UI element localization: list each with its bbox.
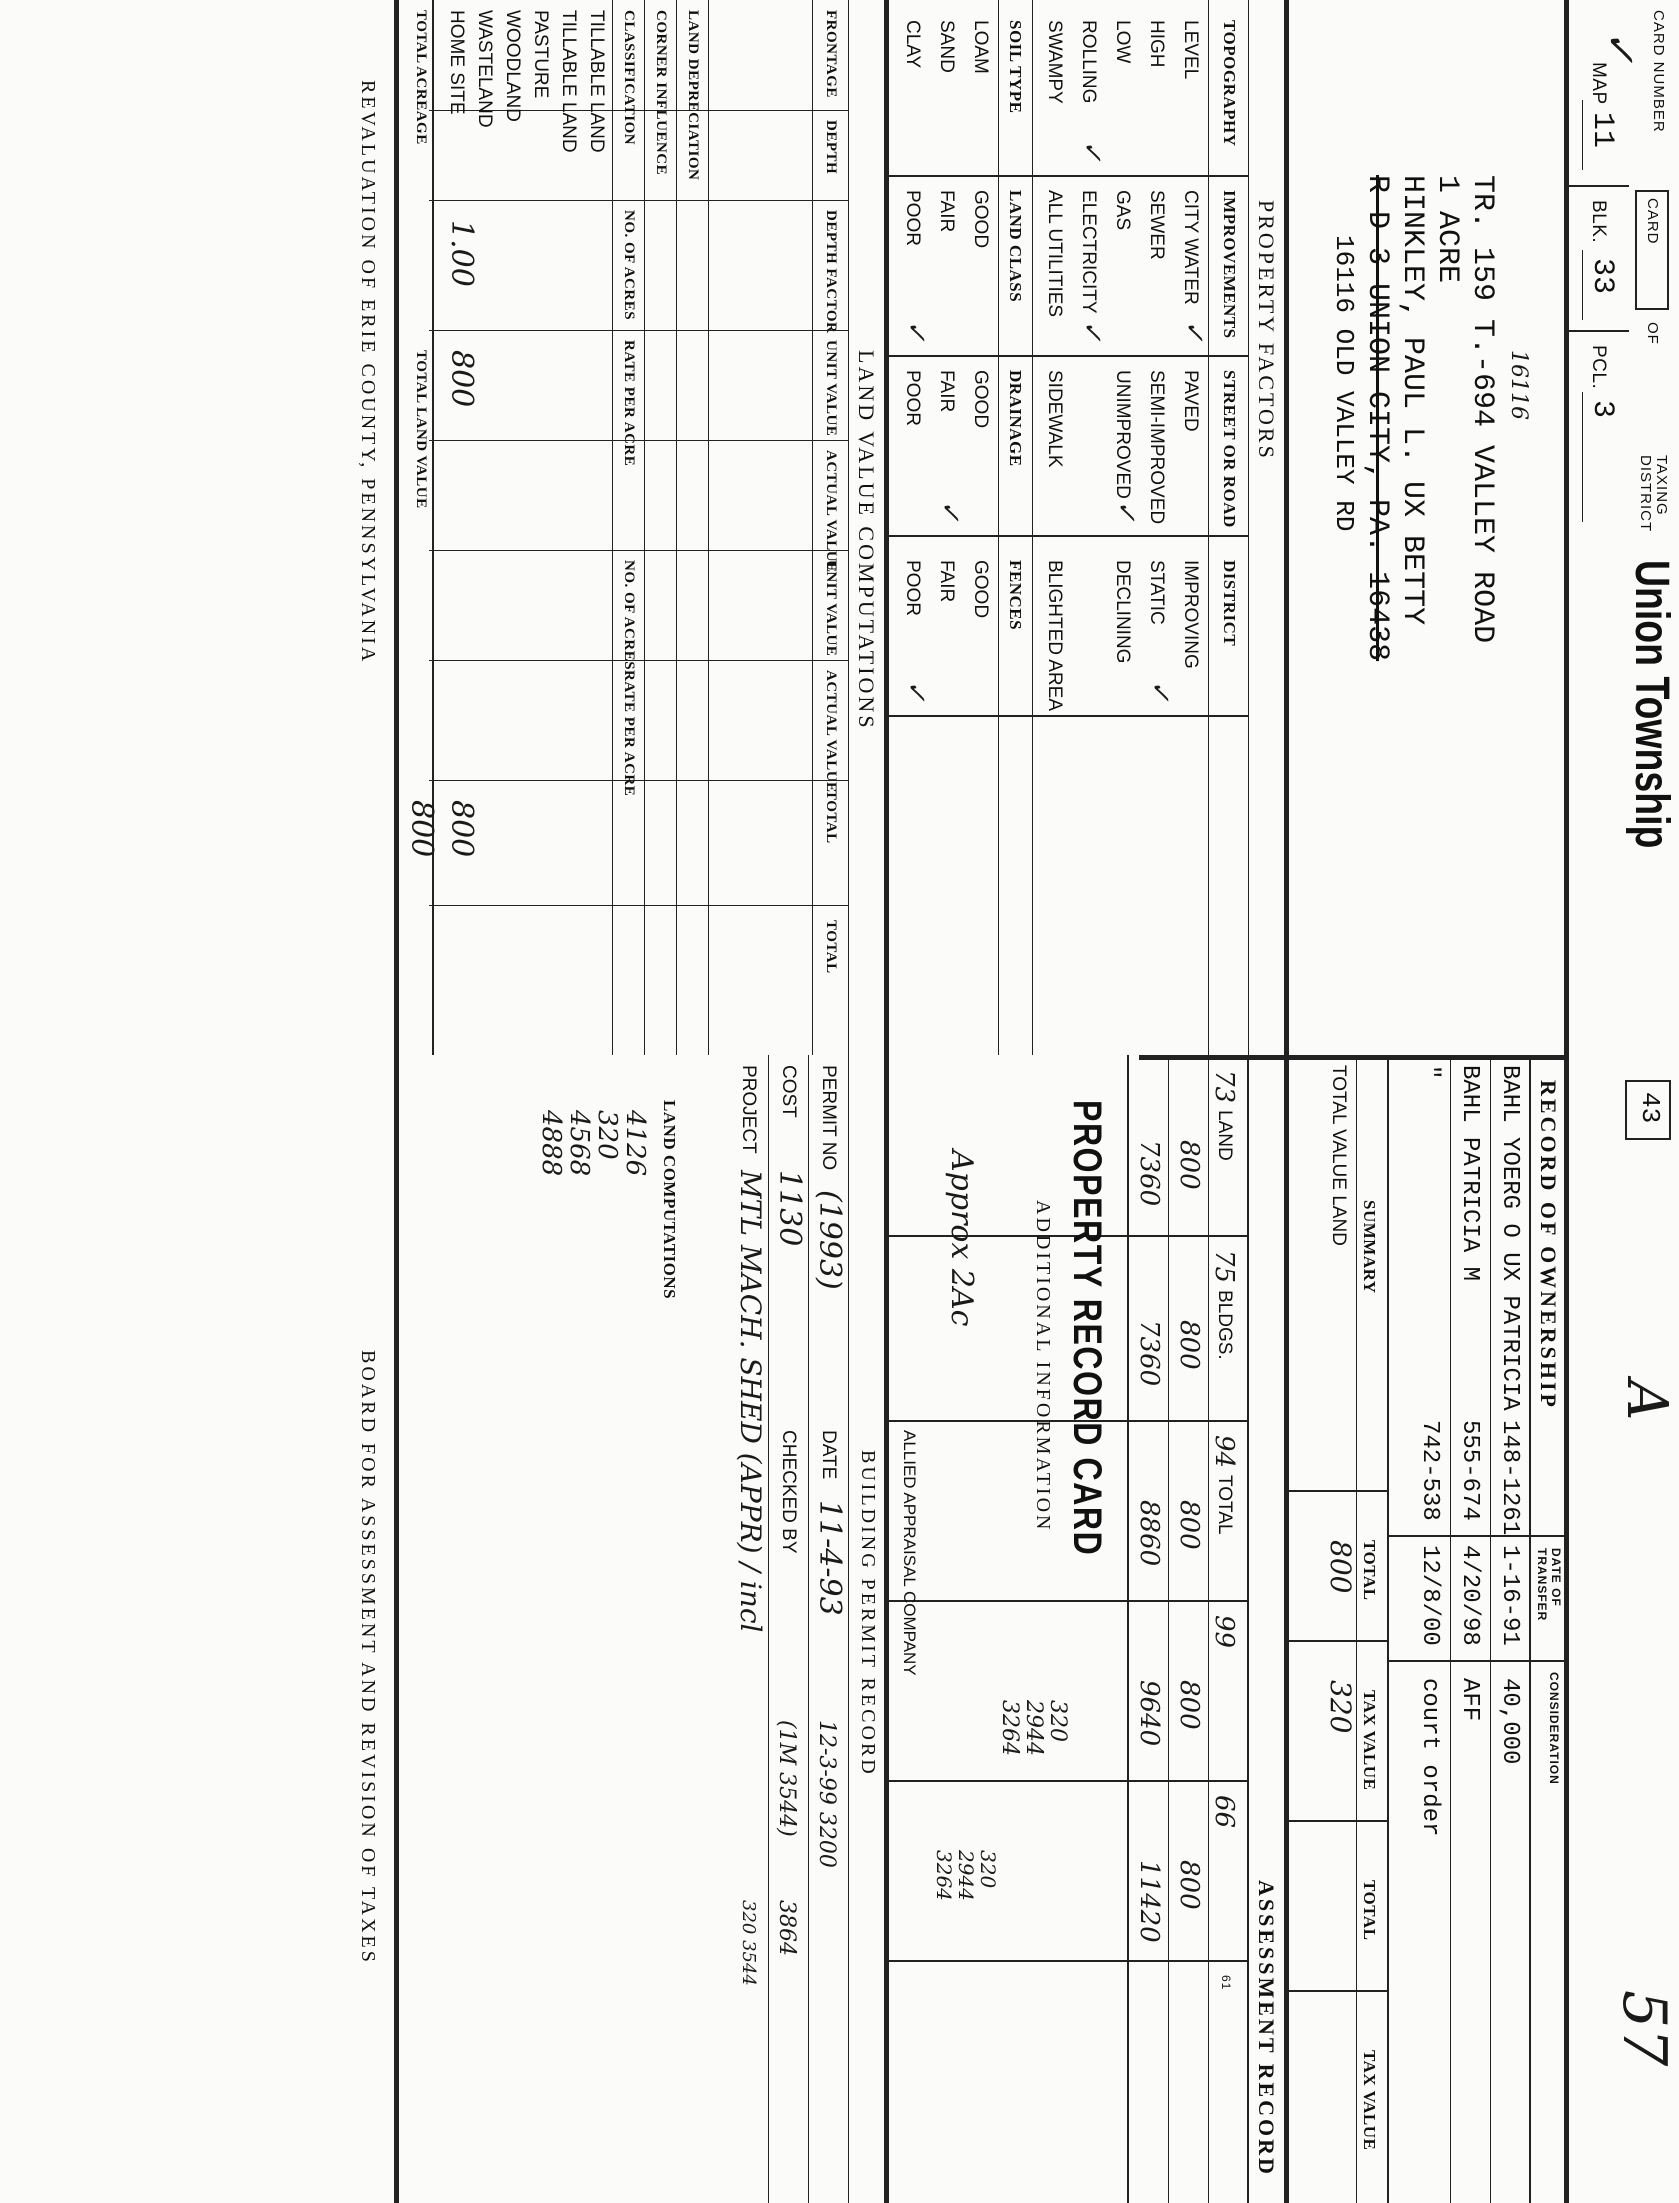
lv-col-unit-value: UNIT VALUE [823, 340, 839, 437]
factors-lower-rule [998, 0, 999, 1055]
street-item-1: PAVED [1180, 370, 1201, 432]
factors-header-rule [1248, 0, 1249, 1055]
ownership-name-3: " [1416, 1065, 1443, 1080]
street-item-3: UNIMPROVED [1112, 370, 1133, 499]
permit-checked-label: CHECKED BY [778, 1430, 799, 1554]
soil-item-1: LOAM [970, 20, 991, 74]
asmt-land-2: 800 [1174, 1320, 1204, 1370]
summary-col-total [1289, 1490, 1389, 1492]
total-land-value: 800 [404, 800, 439, 858]
lv-col-unit-value-2: UNIT VALUE [823, 560, 839, 657]
card-ref: 43 [1635, 1092, 1665, 1124]
lv-grid-v4 [429, 440, 849, 441]
top-mark: A [1614, 1380, 1679, 1421]
asmt-grid-v5 [889, 1960, 1249, 1962]
land-computations-title: LAND COMPUTATIONS [660, 1100, 679, 1300]
ownership-row-rule-1 [1490, 1055, 1491, 2203]
topo-item-5: SWAMPY [1044, 20, 1065, 104]
permit-cost-value: 1130 [772, 1170, 807, 1247]
asmt-label-total-3: TOTAL [1214, 1475, 1235, 1535]
assessment-total-header: TOTAL [1360, 1880, 1379, 1941]
map-label: MAP [1588, 62, 1609, 105]
home-site-rate: 800 [444, 350, 479, 408]
land-class-item-3: POOR [902, 190, 923, 246]
ownership-consideration-header: CONSIDERATION [1547, 1672, 1561, 1785]
ownership-date-header: DATE OF TRANSFER [1535, 1548, 1563, 1622]
asmt-bldgs-3: 8860 [1134, 1500, 1164, 1567]
land-class-item-2: FAIR [936, 190, 957, 233]
drainage-check-fair: ✓ [935, 500, 965, 522]
soil-item-3: CLAY [902, 20, 923, 69]
home-site-acres: 1.00 [444, 220, 479, 287]
factors-col-4 [889, 715, 1249, 717]
asmt-grid-v3 [889, 1600, 1249, 1602]
lv-depreciation-rule [708, 0, 709, 1055]
ownership-name-2: BAHL PATRICIA M [1456, 1065, 1483, 1282]
topo-check-rolling: ✓ [1077, 140, 1107, 162]
permit-side-note-3: 3864 [774, 1900, 799, 1956]
soil-item-2: SAND [936, 20, 957, 73]
description-divider [1139, 1055, 1569, 1060]
factors-col-3 [889, 535, 1249, 537]
map-divider [1569, 185, 1629, 187]
class-woodland: WOODLAND [502, 10, 523, 122]
permit-side-note-1: 12-3-99 3200 [814, 1720, 839, 1868]
fences-check-poor: ✓ [901, 680, 931, 702]
land-value-header-rule [848, 0, 849, 1055]
impr-check-water: ✓ [1179, 320, 1209, 342]
lv-total-acreage-rule [432, 0, 434, 1055]
ownership-col-consideration [1389, 1660, 1569, 1662]
land-class-item-1: GOOD [970, 190, 991, 249]
ownership-date-3: 12/8/00 [1416, 1545, 1443, 1646]
assessment-header-rule [1247, 1055, 1249, 2203]
topography-header: TOPOGRAPHY [1220, 20, 1239, 147]
asmt-grid-h2 [1168, 1055, 1169, 2203]
asmt-land-5: 800 [1174, 1860, 1204, 1910]
allied-appraisal: ALLIED APPRAISAL COMPANY [900, 1430, 919, 1676]
ownership-book-2: 555-674 [1456, 1420, 1483, 1521]
impr-check-electricity: ✓ [1077, 320, 1107, 342]
land-depreciation-label: LAND DEPRECIATION [685, 10, 701, 181]
lv-grid-v2 [429, 200, 849, 201]
footer-divider [394, 0, 399, 2203]
summary-label-land: TOTAL VALUE LAND [1328, 1065, 1349, 1246]
factors-col-2 [889, 355, 1249, 357]
lv-col-actual-value-2: ACTUAL VALUE [823, 670, 839, 793]
footer-right: BOARD FOR ASSESSMENT AND REVISION OF TAXES [357, 1350, 379, 1965]
impr-item-2: SEWER [1146, 190, 1167, 260]
street-check-unimproved: ✓ [1111, 500, 1141, 522]
topo-item-1: LEVEL [1180, 20, 1201, 80]
asmt-land-1: 800 [1174, 1140, 1204, 1190]
fences-item-3: POOR [902, 560, 923, 616]
desc-line-3: HINKLEY, PAUL L. UX BETTY [1395, 175, 1429, 626]
lv-corner-rule [676, 0, 677, 1055]
desc-annotation: 16116 [1506, 350, 1531, 420]
district-item-2: STATIC [1146, 560, 1167, 625]
asmt-year-4: 99 [1209, 1615, 1239, 1649]
lv-col-total: TOTAL [823, 790, 839, 844]
lv-grid-v6 [429, 660, 849, 661]
permit-no-label: PERMIT NO [818, 1065, 839, 1171]
land-value-col-rule [812, 0, 813, 1055]
card-number-mark: ✓ [1597, 30, 1643, 64]
improvements-header: IMPROVEMENTS [1220, 190, 1239, 339]
lv-col-depth-factor: DEPTH FACTOR [823, 210, 839, 334]
assessment-tax-header: TAX VALUE [1360, 2050, 1379, 2151]
map-value: 11 [1585, 112, 1619, 149]
drainage-item-2: FAIR [936, 370, 957, 413]
property-record-title: PROPERTY RECORD CARD [1065, 1100, 1109, 1557]
fences-item-2: FAIR [936, 560, 957, 603]
ownership-name-1: BAHL YOERG O UX PATRICIA [1496, 1065, 1523, 1411]
asmt-label-land-1: LAND [1214, 1110, 1235, 1161]
summary-header-rule [1356, 1055, 1357, 2203]
topo-item-3: LOW [1112, 20, 1133, 64]
class-tillable-2: TILLABLE LAND [558, 10, 579, 153]
summary-tax-header: TAX VALUE [1360, 1690, 1379, 1791]
street-header: STREET OR ROAD [1220, 370, 1239, 528]
middle-divider [884, 0, 889, 2203]
assessment-title: ASSESSMENT RECORD [1254, 1880, 1279, 2177]
district-check-static: ✓ [1145, 680, 1175, 702]
ownership-consideration-3: court order [1416, 1678, 1443, 1837]
permit-cost-label: COST [778, 1065, 799, 1118]
desc-line-4: R-D-3 UNION CITY, PA. 16438 [1360, 175, 1394, 662]
land-class-check-poor: ✓ [901, 320, 931, 342]
map-underline [1582, 100, 1583, 170]
ownership-book-3: 742-538 [1416, 1420, 1443, 1521]
desc-line-2: 1 ACRE [1430, 175, 1464, 284]
street-item-5: SIDEWALK [1044, 370, 1065, 468]
lv-class-col-rate-2: RATE PER ACRE [621, 670, 637, 797]
asmt-bldgs-4: 9640 [1134, 1680, 1164, 1747]
township-title: Union Township [1625, 560, 1678, 849]
asmt-label-bldgs-2: BLDGS. [1214, 1290, 1235, 1360]
card-number-label: CARD NUMBER [1650, 10, 1667, 133]
blk-underline [1582, 250, 1583, 320]
topo-item-2: HIGH [1146, 20, 1167, 68]
additional-info-title: ADDITIONAL INFORMATION [1032, 1200, 1054, 1533]
asmt-year-3: 94 [1209, 1435, 1239, 1469]
desc-line-1: TR. 159 T.-694 VALLEY ROAD [1465, 175, 1499, 644]
lv-grid-v7 [429, 780, 849, 781]
impr-item-3: GAS [1112, 190, 1133, 231]
district-item-5: BLIGHTED AREA [1044, 560, 1065, 711]
lv-class-header-rule [644, 0, 645, 1055]
ownership-col-date [1389, 1535, 1569, 1537]
land-value-title: LAND VALUE COMPUTATIONS [854, 350, 879, 731]
permit-project-label: PROJECT [738, 1065, 759, 1154]
asmt-year-2: 75 [1209, 1250, 1239, 1284]
ownership-date-1: 1-16-91 [1496, 1545, 1523, 1646]
asmt-land-3: 800 [1174, 1500, 1204, 1550]
asmt-grid-v4 [889, 1780, 1249, 1782]
class-pasture: PASTURE [530, 10, 551, 99]
district-header: DISTRICT [1220, 560, 1239, 647]
pcl-label: PCL. [1588, 345, 1609, 390]
lv-class-col-acres: NO. OF ACRES [621, 210, 637, 321]
pcl-underline [1582, 392, 1583, 522]
ownership-row-rule-2 [1450, 1055, 1451, 2203]
footer-left: REVALUATION OF ERIE COUNTY, PENNSYLVANIA [357, 80, 379, 665]
additional-info-note: Approx 2Ac [944, 1150, 979, 1327]
lv-col-frontage: FRONTAGE [823, 10, 839, 98]
lv-col-depth: DEPTH [823, 120, 839, 175]
asmt-grid-h3 [1127, 1055, 1129, 2203]
impr-item-1: CITY WATER [1180, 190, 1201, 305]
building-permit-title: BUILDING PERMIT RECORD [857, 1450, 879, 1777]
permit-project-value: MTL MACH. SHED (APPR) / incl [734, 1170, 767, 1633]
factors-mid-rule [1032, 0, 1033, 1055]
asmt-bldgs-1: 7360 [1134, 1140, 1164, 1207]
permit-header-rule [848, 1055, 849, 2203]
permit-side-note-2: (1M 3544) [774, 1720, 799, 1837]
drainage-item-3: POOR [902, 370, 923, 426]
impr-item-5: ALL UTILITIES [1044, 190, 1065, 318]
impr-item-4: ELECTRICITY [1078, 190, 1099, 314]
desc-line-5: 16116 OLD VALLEY RD [1329, 235, 1359, 532]
permit-row-rule-2 [768, 1055, 769, 2203]
permit-no-value: (1993) [812, 1190, 847, 1290]
summary-col-asmt-total [1289, 1820, 1389, 1822]
taxing-district-label: TAXING DISTRICT [1637, 455, 1670, 533]
total-acreage-label: TOTAL ACREAGE [413, 10, 429, 145]
summary-col-asmt-tax [1289, 1990, 1389, 1992]
ownership-book-1: 148-1261 [1496, 1420, 1523, 1536]
ownership-header-rule [1529, 1055, 1531, 2203]
ownership-consideration-2: AFF [1456, 1678, 1483, 1722]
total-land-value-label: TOTAL LAND VALUE [413, 350, 429, 509]
fences-header: FENCES [1006, 560, 1025, 631]
asmt-bldgs-2: 7360 [1134, 1320, 1164, 1387]
factors-subheader-rule [1208, 0, 1209, 1055]
class-tillable-1: TILLABLE LAND [586, 10, 607, 153]
drainage-item-1: GOOD [970, 370, 991, 429]
blk-value: 33 [1585, 258, 1619, 295]
factors-col-1 [889, 175, 1249, 177]
summary-col-tax [1289, 1640, 1389, 1642]
asmt-bldgs-5: 11420 [1134, 1860, 1164, 1943]
class-home-site: HOME SITE [446, 10, 467, 115]
of-label: OF [1644, 322, 1661, 345]
asmt-year-prefix: 61 [1219, 1975, 1233, 1991]
asmt-land-4: 800 [1174, 1680, 1204, 1730]
summary-title: SUMMARY [1360, 1200, 1379, 1294]
ownership-date-2: 4/20/98 [1456, 1545, 1483, 1646]
asmt-year-1: 73 [1209, 1070, 1239, 1104]
lv-class-col-rate: RATE PER ACRE [621, 340, 637, 467]
district-item-1: IMPROVING [1180, 560, 1201, 669]
street-item-2: SEMI-IMPROVED [1146, 370, 1167, 525]
lv-col-actual-value: ACTUAL VALUE [823, 450, 839, 573]
permit-date-label: DATE [818, 1430, 839, 1480]
ownership-bottom-rule [1387, 1055, 1389, 2203]
land-class-header: LAND CLASS [1006, 190, 1025, 303]
summary-total-header: TOTAL [1360, 1540, 1379, 1601]
blk-divider [1569, 330, 1629, 332]
district-item-3: DECLINING [1112, 560, 1133, 664]
lv-grid-v8 [429, 905, 849, 906]
lv-grid-v5 [429, 550, 849, 551]
asmt-year-5: 66 [1209, 1795, 1239, 1829]
lv-grid-v3 [429, 330, 849, 331]
tax-calc-2: 320 2944 3264 [932, 1850, 1000, 1901]
blk-label: BLK. [1588, 200, 1609, 244]
class-wasteland: WASTELAND [474, 10, 495, 128]
drainage-header: DRAINAGE [1006, 370, 1025, 467]
card-label: CARD [1644, 198, 1661, 245]
permit-date-value: 11-4-93 [812, 1500, 847, 1616]
lv-class-col-classification: CLASSIFICATION [621, 10, 637, 146]
tax-calc-1: 320 2944 3264 [997, 1700, 1070, 1756]
lv-class-rule [612, 0, 613, 1055]
property-factors-title: PROPERTY FACTORS [1254, 200, 1279, 461]
ownership-title: RECORD OF OWNERSHIP [1536, 1080, 1561, 1410]
pcl-value: 3 [1585, 400, 1619, 419]
lv-class-col-acres-2: NO. OF ACRES [621, 560, 637, 671]
permit-side-note-4: 320 3544 [738, 1900, 759, 1986]
ownership-consideration-1: 40,000 [1496, 1678, 1523, 1765]
permit-row-rule-1 [808, 1055, 809, 2203]
corner-influence-label: CORNER INFLUENCE [653, 10, 669, 176]
summary-total-land: 800 [1324, 1540, 1357, 1594]
lv-col-total-2: TOTAL [823, 920, 839, 974]
topo-item-4: ROLLING [1078, 20, 1099, 104]
soil-header: SOIL TYPE [1006, 20, 1025, 114]
corner-handwriting: 57 [1609, 1990, 1679, 2067]
land-computations-values: 4126 320 4568 4888 [536, 1110, 650, 1177]
summary-tax-land: 320 [1324, 1680, 1357, 1734]
home-site-total: 800 [444, 800, 479, 858]
fences-item-1: GOOD [970, 560, 991, 619]
assessment-top-divider [1284, 0, 1289, 2203]
